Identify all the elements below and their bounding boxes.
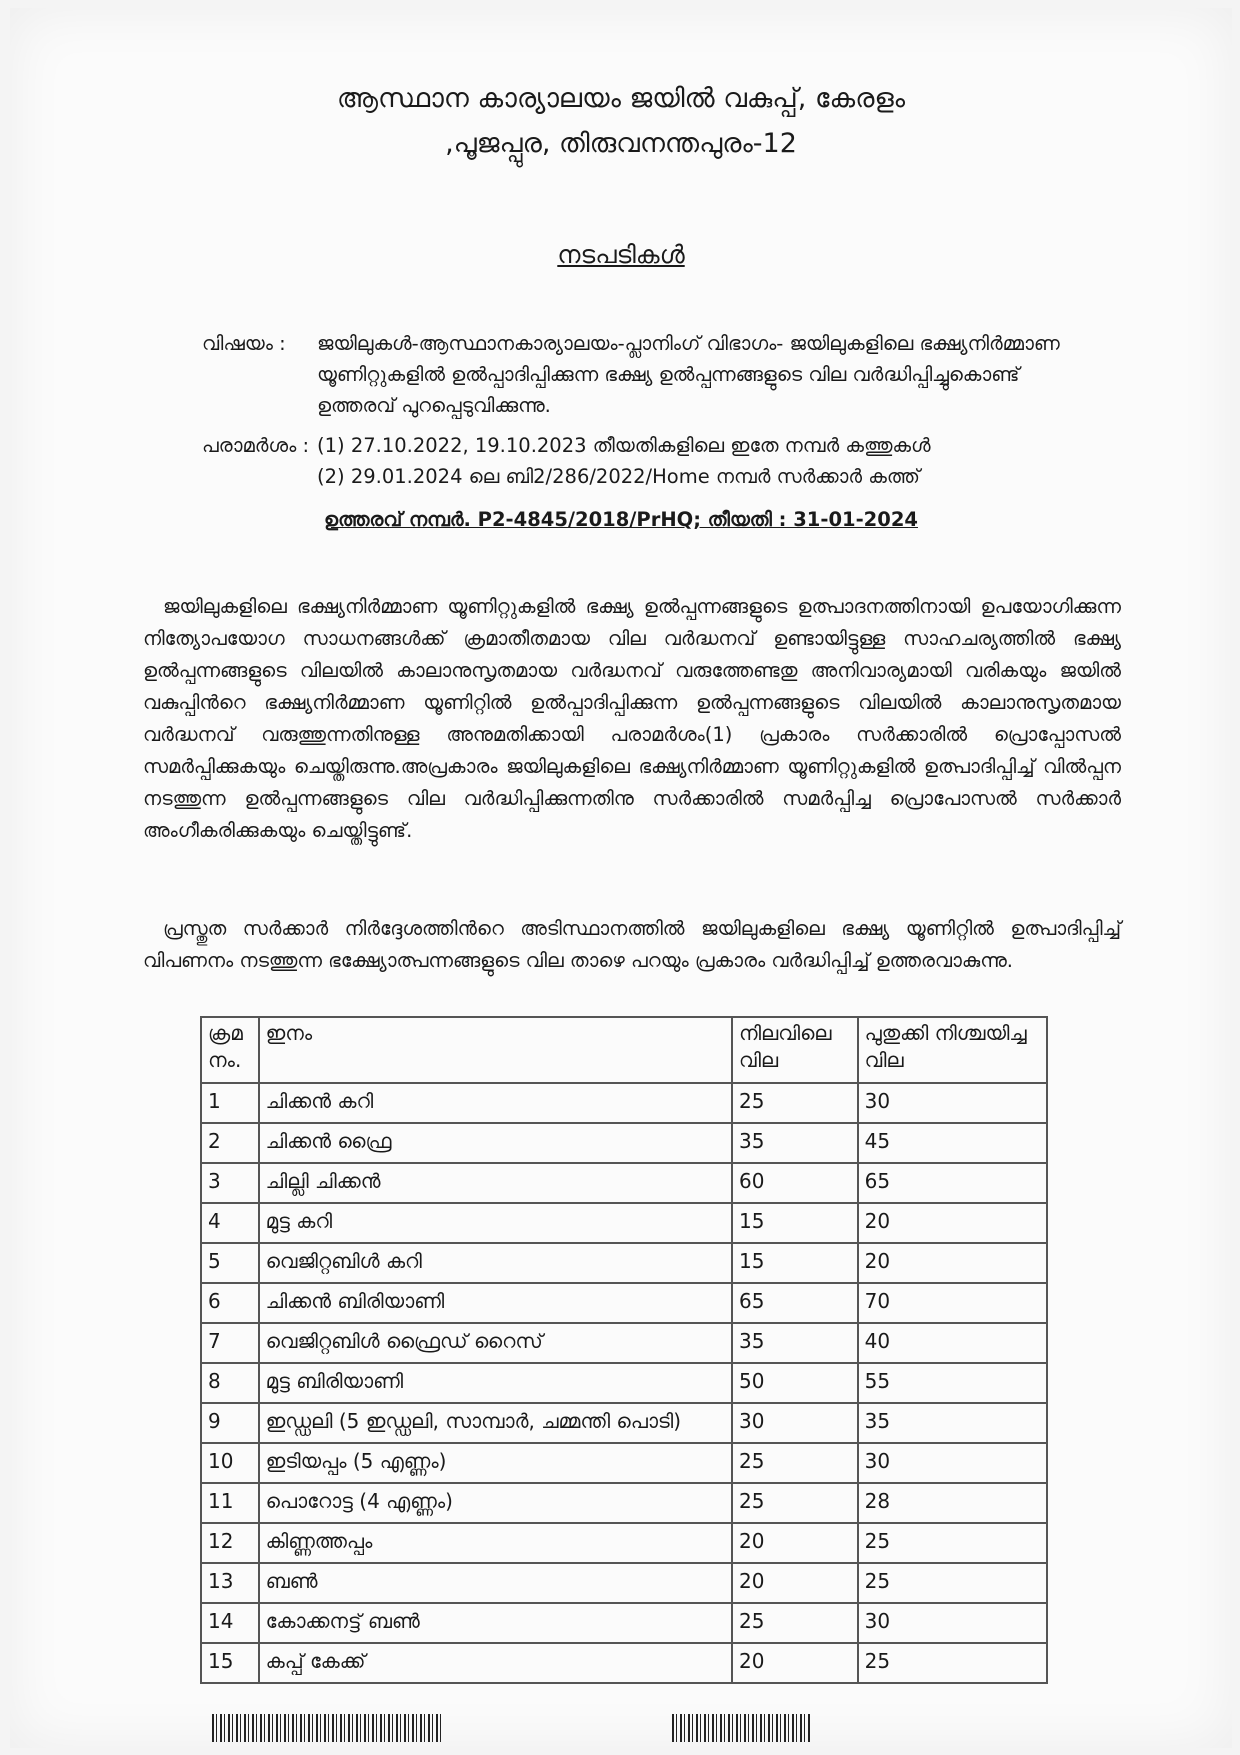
price-table xyxy=(200,1016,1048,1684)
reference-line-1: (1) 27.10.2022, 19.10.2023 തീയതികളിലെ ഇതേ നമ്പർ കത്തുകൾ xyxy=(317,434,931,457)
paragraph-1: ജയിലുകളിലെ ഭക്ഷ്യനിർമ്മാണ യൂണിറ്റുകളിൽ ഭക്ഷ്യ ഉൽപ്പന്നങ്ങളുടെ ഉത്പാദനത്തിനായി ഉപയോഗിക്കുന്ന നിത്യോപയോഗ സാധനങ്ങൾക്ക് ക്രമാതീതമായ വില വർദ്ധനവ് ഉണ്ടായിട്ടുള്ള സാഹചര്യത്തിൽ ഭക്ഷ്യ ഉൽപ്പന്നങ്ങളുടെ വിലയിൽ കാലാനുസൃതമായ വർദ്ധനവ് വരുത്തേണ്ടതു അനിവാര്യമായി വരികയും ജയിൽ വകുപ്പിൻറെ ഭക്ഷ്യനിർമ്മാണ യൂണിറ്റിൽ ഉൽപ്പാദിപ്പിക്കുന്ന ഉൽപ്പന്നങ്ങളുടെ വിലയിൽ കാലാനുസൃതമായ വർദ്ധനവ് വരുത്തുന്നതിനുള്ള അനുമതിക്കായി പരാമർശം(1) പ്രകാരം സർക്കാരിൽ പ്രൊപ്പോസൽ സമർപ്പിക്കുകയും ചെയ്തിരുന്നു.അപ്രകാരം ജയിലുകളിലെ ഭക്ഷ്യനിർമ്മാണ യൂണിറ്റുകളിൽ ഉത്പാദിപ്പിച്ച് വിൽപ്പന നടത്തുന്ന ഉൽപ്പന്നങ്ങളുടെ വില വർദ്ധിപ്പിക്കുന്നതിനു സർക്കാരിൽ സമർപ്പിച്ച പ്രൊപോസൽ സർക്കാർ അംഗീകരിക്കുകയും ചെയ്തിട്ടുണ്ട്. xyxy=(143,595,1121,842)
cell-revised-price: 30 xyxy=(858,1603,1047,1643)
cell-item: ചിക്കൻ ഫ്രൈ xyxy=(259,1123,732,1163)
paragraph-2: പ്രസ്തുത സർക്കാർ നിർദ്ദേശത്തിൻറെ അടിസ്ഥാനത്തിൽ ജയിലുകളിലെ ഭക്ഷ്യ യൂണിറ്റിൽ ഉത്പാദിപ്പിച്ച് വിപണനം നടത്തുന്ന ഭക്ഷ്യോത്പന്നങ്ങളുടെ വില താഴെ പറയും പ്രകാരം വർദ്ധിപ്പിച്ച് ഉത്തരവാകുന്നു. xyxy=(143,917,1121,972)
cell-current-price: 25 xyxy=(732,1483,858,1523)
cell-serial: 6 xyxy=(201,1283,259,1323)
cell-current-price: 25 xyxy=(732,1603,858,1643)
cell-current-price: 25 xyxy=(732,1443,858,1483)
cell-item: കപ്പ് കേക്ക് xyxy=(259,1643,732,1683)
cell-item: വെജിറ്റബിൾ ഫ്രൈഡ് റൈസ് xyxy=(259,1323,732,1363)
cell-serial: 13 xyxy=(201,1563,259,1603)
reference-label: പരാമർശം : xyxy=(202,434,310,457)
cell-item: വെജിറ്റബിൾ കറി xyxy=(259,1243,732,1283)
cell-revised-price: 25 xyxy=(858,1563,1047,1603)
header-serial: ക്രമ നം. xyxy=(201,1017,259,1083)
cell-current-price: 35 xyxy=(732,1123,858,1163)
reference-line-2: (2) 29.01.2024 ലെ ബി2/286/2022/Home നമ്പർ സർക്കാർ കത്ത് xyxy=(317,465,920,488)
cell-current-price: 15 xyxy=(732,1243,858,1283)
subject-block xyxy=(202,328,1077,421)
document-page xyxy=(10,8,1232,1748)
office-address: ,പൂജപ്പുര, തിരുവനന്തപുരം-12 xyxy=(445,128,797,159)
cell-item: ഇഡ്ഡലി (5 ഇഡ്ഡലി, സാമ്പാർ, ചമ്മന്തി പൊടി) xyxy=(259,1403,732,1443)
cell-serial: 3 xyxy=(201,1163,259,1203)
cell-revised-price: 70 xyxy=(858,1283,1047,1323)
cell-serial: 1 xyxy=(201,1083,259,1123)
header-current-price: നിലവിലെ വില xyxy=(732,1017,858,1083)
cell-item: ബൺ xyxy=(259,1563,732,1603)
cell-current-price: 60 xyxy=(732,1163,858,1203)
cell-current-price: 20 xyxy=(732,1643,858,1683)
barcode-left xyxy=(212,1714,442,1742)
subject-text: ജയിലുകൾ-ആസ്ഥാനകാര്യാലയം-പ്ലാനിംഗ് വിഭാഗം- ജയിലുകളിലെ ഭക്ഷ്യനിർമ്മാണ യൂണിറ്റുകളിൽ ഉൽപ്പാദിപ്പിക്കുന്ന ഭക്ഷ്യ ഉൽപ്പന്നങ്ങളുടെ വില വർദ്ധിപ്പിച്ചുകൊണ്ട് ഉത്തരവ് പുറപ്പെടുവിക്കുന്നു. xyxy=(317,332,1060,417)
cell-current-price: 50 xyxy=(732,1363,858,1403)
cell-revised-price: 30 xyxy=(858,1443,1047,1483)
table-row xyxy=(201,1283,1047,1323)
table-row xyxy=(201,1643,1047,1683)
cell-current-price: 65 xyxy=(732,1283,858,1323)
table-row xyxy=(201,1563,1047,1603)
cell-current-price: 20 xyxy=(732,1563,858,1603)
cell-item: പൊറോട്ട (4 എണ്ണം) xyxy=(259,1483,732,1523)
cell-current-price: 15 xyxy=(732,1203,858,1243)
subject-label: വിഷയം : xyxy=(202,332,286,355)
table-body xyxy=(201,1083,1047,1683)
cell-revised-price: 65 xyxy=(858,1163,1047,1203)
cell-serial: 15 xyxy=(201,1643,259,1683)
reference-block xyxy=(202,430,1077,492)
table-row xyxy=(201,1243,1047,1283)
cell-revised-price: 20 xyxy=(858,1243,1047,1283)
header-item: ഇനം xyxy=(259,1017,732,1083)
cell-revised-price: 30 xyxy=(858,1083,1047,1123)
order-number: ഉത്തരവ് നമ്പർ. P2-4845/2018/PrHQ; തീയതി : 31-01-2024 xyxy=(324,508,918,531)
cell-serial: 14 xyxy=(201,1603,259,1643)
cell-revised-price: 20 xyxy=(858,1203,1047,1243)
cell-serial: 5 xyxy=(201,1243,259,1283)
cell-item: ചില്ലി ചിക്കൻ xyxy=(259,1163,732,1203)
cell-item: ഇടിയപ്പം (5 എണ്ണം) xyxy=(259,1443,732,1483)
cell-serial: 7 xyxy=(201,1323,259,1363)
cell-current-price: 20 xyxy=(732,1523,858,1563)
table-row xyxy=(201,1163,1047,1203)
cell-revised-price: 55 xyxy=(858,1363,1047,1403)
table-row xyxy=(201,1443,1047,1483)
cell-revised-price: 28 xyxy=(858,1483,1047,1523)
cell-revised-price: 40 xyxy=(858,1323,1047,1363)
table-header-row xyxy=(201,1017,1047,1083)
table-row xyxy=(201,1363,1047,1403)
cell-serial: 11 xyxy=(201,1483,259,1523)
cell-item: കോക്കനട്ട് ബൺ xyxy=(259,1603,732,1643)
document-title: നടപടികൾ xyxy=(557,240,685,269)
cell-current-price: 35 xyxy=(732,1323,858,1363)
cell-serial: 9 xyxy=(201,1403,259,1443)
cell-item: കിണ്ണത്തപ്പം xyxy=(259,1523,732,1563)
table-row xyxy=(201,1483,1047,1523)
table-row xyxy=(201,1123,1047,1163)
cell-current-price: 30 xyxy=(732,1403,858,1443)
cell-item: മുട്ട കറി xyxy=(259,1203,732,1243)
cell-revised-price: 25 xyxy=(858,1523,1047,1563)
table-row xyxy=(201,1083,1047,1123)
cell-item: മുട്ട ബിരിയാണി xyxy=(259,1363,732,1403)
table-row xyxy=(201,1523,1047,1563)
table-row xyxy=(201,1603,1047,1643)
header-revised-price: പുതുക്കി നിശ്ചയിച്ച വില xyxy=(858,1017,1047,1083)
cell-revised-price: 35 xyxy=(858,1403,1047,1443)
barcode-right xyxy=(672,1714,812,1742)
cell-item: ചിക്കൻ കറി xyxy=(259,1083,732,1123)
table-row xyxy=(201,1203,1047,1243)
cell-serial: 10 xyxy=(201,1443,259,1483)
cell-current-price: 25 xyxy=(732,1083,858,1123)
cell-serial: 12 xyxy=(201,1523,259,1563)
cell-item: ചിക്കൻ ബിരിയാണി xyxy=(259,1283,732,1323)
cell-revised-price: 45 xyxy=(858,1123,1047,1163)
cell-serial: 2 xyxy=(201,1123,259,1163)
cell-serial: 8 xyxy=(201,1363,259,1403)
cell-serial: 4 xyxy=(201,1203,259,1243)
table-row xyxy=(201,1323,1047,1363)
cell-revised-price: 25 xyxy=(858,1643,1047,1683)
office-name: ആസ്ഥാന കാര്യാലയം ജയിൽ വകുപ്പ്, കേരളം xyxy=(336,83,906,114)
table-row xyxy=(201,1403,1047,1443)
